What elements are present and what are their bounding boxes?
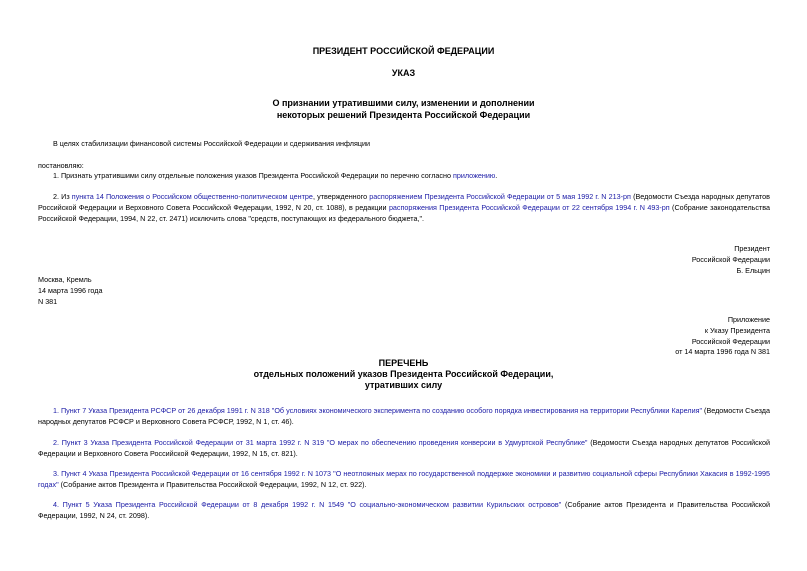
item-2-text-1: 2. Из <box>53 192 72 201</box>
decree-number: N 381 <box>38 296 58 306</box>
list-item-2-text: (Ведомости Съезда народных депутатов Российской Федерации и Верховного Совета Российской Федерации, 1992, N 15, ст. 821). <box>38 438 770 458</box>
signature-block <box>692 244 770 276</box>
appendix-line-2: к Указу Президента <box>704 325 770 335</box>
signature-name: Б. Ельцин <box>736 265 770 275</box>
preamble: В целях стабилизации финансовой системы Российской Федерации и сдерживания инфляции <box>53 139 370 148</box>
item-2 <box>38 192 770 224</box>
list-item-3 <box>38 469 770 491</box>
list-item-1-text: (Ведомости Съезда народных депутатов РСФСР и Верховного Совета РСФСР, 1992, N 1, ст. 46). <box>38 406 770 426</box>
link-order-493rp[interactable]: распоряжения Президента Российской Федерации от 22 сентября 1994 г. N 493-рп <box>388 202 670 212</box>
decree-word: постановляю: <box>38 161 84 170</box>
president-heading: ПРЕЗИДЕНТ РОССИЙСКОЙ ФЕДЕРАЦИИ <box>312 46 495 56</box>
appendix-line-3: Российской Федерации <box>691 336 770 346</box>
decree-title-line-1: О признании утратившими силу, изменении и дополнении <box>272 98 535 108</box>
list-title-line-1: ПЕРЕЧЕНЬ <box>378 358 429 368</box>
item-1-text: 1. Признать утратившими силу отдельные положения указов Президента Российской Федерации по перечню согласно <box>53 171 453 180</box>
list-item-3-link[interactable]: 3. Пункт 4 Указа Президента Российской Федерации от 16 сентября 1992 г. N 1073 "О неотложных мерах по государственной поддержке экономики и развитию социальной сферы Республики Хакасия в 1992-1995 годах" <box>38 469 770 489</box>
list-item-4 <box>38 500 770 522</box>
list-item-4-link[interactable]: 4. Пункт 5 Указа Президента Российской Федерации от 8 декабря 1992 г. N 1549 "О социально-экономическом развитии Курильских островов" <box>53 500 562 509</box>
decree-type-heading: УКАЗ <box>391 68 416 78</box>
appendix-block <box>675 315 770 358</box>
appendix-line-1: Приложение <box>727 315 770 324</box>
list-item-2-link[interactable]: 2. Пункт 3 Указа Президента Российской Федерации от 31 марта 1992 г. N 319 "О мерах по обеспечению проведения конверсии в Удмуртской Республике" <box>53 438 588 447</box>
link-order-213rp[interactable]: распоряжением Президента Российской Федерации от 5 мая 1992 г. N 213-рп <box>369 192 631 201</box>
item-2-text-3: (Ведомости Съезда народных депутатов Российской Федерации и Верховного Совета Российской Федерации, 1992, N 20, ст. 1088), в редакции <box>38 192 771 212</box>
signature-title: Президент <box>734 244 770 253</box>
item-2-text-2: , утвержденного <box>312 192 370 201</box>
decree-title-line-2: некоторых решений Президента Российской Федерации <box>276 110 531 120</box>
list-item-4-text: (Собрание актов Президента и Правительства Российской Федерации, 1992, N 24, ст. 2098). <box>38 500 770 520</box>
place: Москва, Кремль <box>38 275 92 284</box>
list-title-line-3: утративших силу <box>364 380 443 390</box>
place-date-block <box>38 275 770 307</box>
link-paragraph-14[interactable]: пункта 14 Положения о Российском общественно-политическом центре <box>71 192 313 201</box>
list-item-1 <box>38 406 770 428</box>
signature-country: Российской Федерации <box>691 254 770 264</box>
date: 14 марта 1996 года <box>38 285 103 295</box>
item-1 <box>38 171 770 182</box>
item-1-end: . <box>495 171 498 180</box>
list-item-1-link[interactable]: 1. Пункт 7 Указа Президента РСФСР от 26 декабря 1991 г. N 318 "Об условиях экономического эксперимента по созданию особого порядка инвестирования на территории Республики Карелия" <box>53 406 703 415</box>
appendix-link[interactable]: приложению <box>452 171 496 180</box>
list-title-line-2: отдельных положений указов Президента Российской Федерации, <box>253 369 554 379</box>
appendix-line-4: от 14 марта 1996 года N 381 <box>675 347 770 357</box>
list-item-2 <box>38 438 770 460</box>
list-item-3-text: (Собрание актов Президента и Правительства Российской Федерации, 1992, N 12, ст. 922). <box>58 479 367 489</box>
item-2-text-4: (Собрание законодательства Российской Федерации, 1994, N 22, ст. 2471) исключить слова "средств, поступающих из федерального бюджета,". <box>38 202 770 223</box>
